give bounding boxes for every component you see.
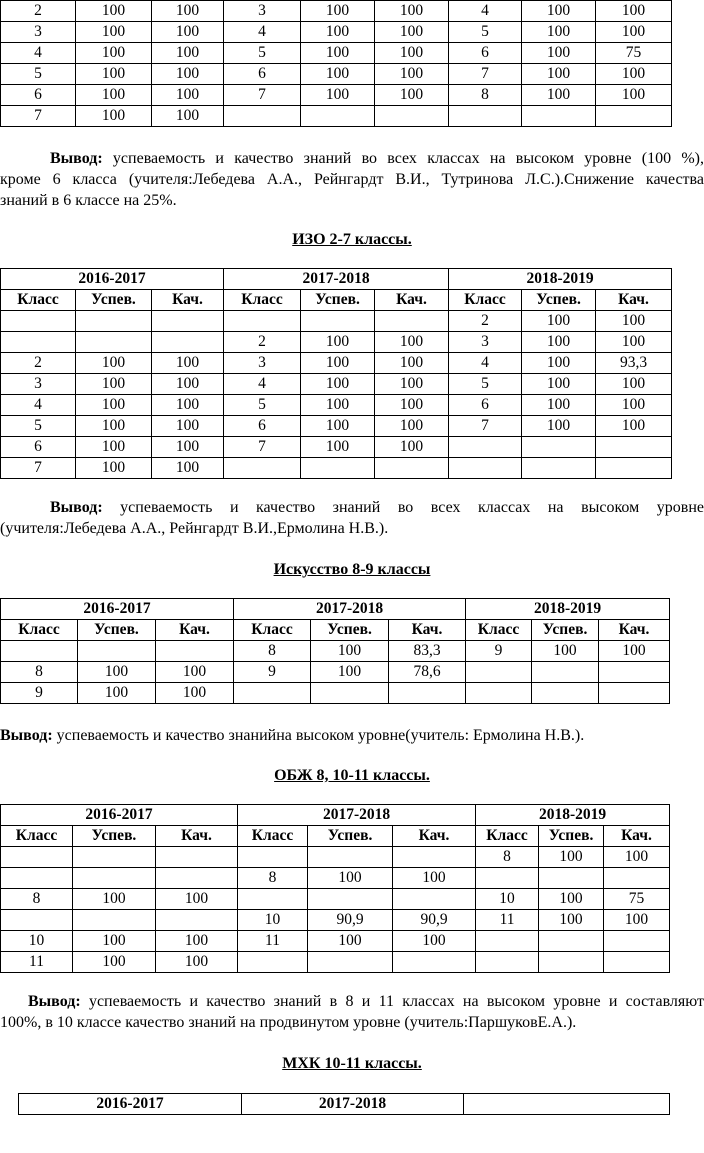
column-header: Кач. bbox=[596, 290, 672, 311]
table-cell: 100 bbox=[156, 931, 238, 952]
table-cell: 90,9 bbox=[308, 910, 393, 931]
table-cell: 75 bbox=[604, 889, 670, 910]
table-cell bbox=[522, 437, 596, 458]
table-cell: 100 bbox=[393, 868, 476, 889]
table-row bbox=[1, 910, 670, 931]
table-cell: 100 bbox=[596, 374, 672, 395]
table-obzh bbox=[0, 804, 670, 973]
column-header: Класс bbox=[466, 620, 532, 641]
table-cell bbox=[156, 847, 238, 868]
table-row bbox=[1, 931, 670, 952]
table-cell bbox=[238, 847, 308, 868]
table-cell: 5 bbox=[224, 395, 301, 416]
table-cell: 7 bbox=[1, 458, 76, 479]
column-header: Кач. bbox=[604, 826, 670, 847]
table-row bbox=[1, 889, 670, 910]
table-row bbox=[1, 22, 672, 43]
table-cell bbox=[1, 641, 78, 662]
table-cell: 3 bbox=[449, 332, 522, 353]
table-cell bbox=[152, 332, 224, 353]
table-cell: 5 bbox=[449, 374, 522, 395]
table-cell: 4 bbox=[224, 374, 301, 395]
table-cell bbox=[308, 952, 393, 973]
conclusion-text: успеваемость и качество знаний во всех классах на высоком уровне bbox=[102, 499, 704, 516]
table-cell: 5 bbox=[1, 64, 76, 85]
table-cell: 100 bbox=[301, 43, 375, 64]
table-cell: 5 bbox=[1, 416, 76, 437]
table-row bbox=[1, 437, 672, 458]
column-header: Успев. bbox=[73, 826, 156, 847]
table-cell bbox=[466, 662, 532, 683]
column-header: Кач. bbox=[389, 620, 466, 641]
table-cell: 7 bbox=[224, 437, 301, 458]
column-header: Кач. bbox=[156, 826, 238, 847]
conclusion-4-line2 bbox=[0, 1012, 576, 1033]
table-row bbox=[1, 641, 670, 662]
year-header: 2017-2018 bbox=[238, 805, 476, 826]
table-cell bbox=[73, 910, 156, 931]
table-row bbox=[1, 353, 672, 374]
table-cell bbox=[532, 683, 599, 704]
table-cell: 78,6 bbox=[389, 662, 466, 683]
table-cell bbox=[375, 458, 449, 479]
table-cell bbox=[522, 458, 596, 479]
section-heading-art: Искусство 8-9 классы bbox=[273, 561, 431, 578]
table-cell bbox=[156, 641, 234, 662]
table-cell: 10 bbox=[1, 931, 73, 952]
table-cell: 100 bbox=[76, 416, 152, 437]
table-cell: 6 bbox=[224, 64, 301, 85]
table-row bbox=[1, 847, 670, 868]
table-cell: 8 bbox=[449, 85, 522, 106]
column-header: Класс bbox=[1, 290, 76, 311]
table-cell: 100 bbox=[301, 1, 375, 22]
conclusion-text: 100%, в 10 классе качество знаний на продвинутом уровне (учитель:ПаршуковЕ.А.). bbox=[0, 1014, 577, 1031]
table-cell: 100 bbox=[522, 43, 596, 64]
column-header: Класс bbox=[476, 826, 539, 847]
table-cell: 9 bbox=[466, 641, 532, 662]
table-cell bbox=[389, 683, 466, 704]
table-cell: 100 bbox=[539, 889, 604, 910]
year-header: 2017-2018 bbox=[234, 599, 466, 620]
table-cell: 100 bbox=[152, 106, 224, 127]
conclusion-label: Вывод: bbox=[50, 499, 103, 516]
table-cell: 3 bbox=[224, 353, 301, 374]
table-cell bbox=[596, 437, 672, 458]
table-cell: 100 bbox=[522, 1, 596, 22]
table-cell bbox=[466, 683, 532, 704]
column-header: Успев. bbox=[311, 620, 389, 641]
table-cell: 100 bbox=[522, 332, 596, 353]
table-cell: 6 bbox=[449, 395, 522, 416]
table-cell: 100 bbox=[539, 847, 604, 868]
table-cell: 11 bbox=[1, 952, 73, 973]
year-header: 2016-2017 bbox=[19, 1094, 242, 1115]
table-cell: 100 bbox=[308, 868, 393, 889]
table-cell: 11 bbox=[238, 931, 308, 952]
table-cell: 2 bbox=[1, 1, 76, 22]
table-cell: 75 bbox=[596, 43, 672, 64]
year-header: 2017-2018 bbox=[224, 269, 449, 290]
table-cell bbox=[224, 106, 301, 127]
table-cell bbox=[301, 106, 375, 127]
table-cell: 100 bbox=[156, 952, 238, 973]
table-cell bbox=[449, 458, 522, 479]
table-cell: 2 bbox=[449, 311, 522, 332]
table-cell: 3 bbox=[224, 1, 301, 22]
table-row bbox=[1, 683, 670, 704]
table-cell bbox=[238, 889, 308, 910]
table-cell: 100 bbox=[76, 64, 152, 85]
table-cell: 100 bbox=[156, 662, 234, 683]
table-cell: 3 bbox=[1, 22, 76, 43]
table-cell: 100 bbox=[375, 416, 449, 437]
table-cell: 100 bbox=[596, 332, 672, 353]
table-cell bbox=[308, 889, 393, 910]
table-cell bbox=[539, 952, 604, 973]
table-cell bbox=[156, 868, 238, 889]
table-cell: 4 bbox=[1, 43, 76, 64]
year-header bbox=[464, 1094, 670, 1115]
table-row bbox=[1, 106, 672, 127]
table-cell bbox=[539, 868, 604, 889]
conclusion-text: успеваемость и качество знаний в 8 и 11 классах на высоком уровне и составляют bbox=[80, 993, 704, 1010]
table-cell: 100 bbox=[522, 64, 596, 85]
table-cell: 100 bbox=[156, 683, 234, 704]
column-header: Класс bbox=[234, 620, 311, 641]
table-cell: 6 bbox=[224, 416, 301, 437]
conclusion-label: Вывод: bbox=[28, 993, 81, 1010]
column-header: Класс bbox=[238, 826, 308, 847]
column-header: Кач. bbox=[152, 290, 224, 311]
table-cell: 11 bbox=[476, 910, 539, 931]
table-cell: 100 bbox=[301, 395, 375, 416]
table-cell: 100 bbox=[604, 847, 670, 868]
table-cell: 100 bbox=[596, 416, 672, 437]
table-cell bbox=[1, 847, 73, 868]
year-header: 2017-2018 bbox=[242, 1094, 464, 1115]
table-cell: 100 bbox=[76, 395, 152, 416]
conclusion-2-line2 bbox=[0, 518, 388, 539]
table-row bbox=[1, 952, 670, 973]
table-cell: 100 bbox=[152, 353, 224, 374]
table-cell: 100 bbox=[152, 374, 224, 395]
table-cell: 100 bbox=[76, 22, 152, 43]
table-row bbox=[1, 374, 672, 395]
table-cell: 90,9 bbox=[393, 910, 476, 931]
conclusion-1-line2 bbox=[0, 169, 704, 190]
table-cell: 100 bbox=[152, 1, 224, 22]
year-header: 2018-2019 bbox=[449, 269, 672, 290]
conclusion-3 bbox=[0, 725, 584, 746]
section-heading-mhk: МХК 10-11 классы. bbox=[282, 1055, 422, 1072]
table-cell bbox=[1, 311, 76, 332]
table-cell: 100 bbox=[375, 85, 449, 106]
column-header: Успев. bbox=[76, 290, 152, 311]
table-cell: 100 bbox=[301, 332, 375, 353]
table-cell bbox=[539, 931, 604, 952]
column-header: Класс bbox=[1, 826, 73, 847]
table-cell: 100 bbox=[599, 641, 670, 662]
table-cell: 100 bbox=[78, 683, 156, 704]
table-cell: 100 bbox=[522, 353, 596, 374]
conclusion-text: кроме 6 класса (учителя:Лебедева А.А., Рейнгардт В.И., Тутринова Л.С.).Снижение качества bbox=[0, 171, 704, 188]
table-row bbox=[1, 868, 670, 889]
table-cell bbox=[604, 952, 670, 973]
table-cell: 100 bbox=[532, 641, 599, 662]
column-header: Успев. bbox=[308, 826, 393, 847]
table-cell bbox=[311, 683, 389, 704]
table-cell: 8 bbox=[234, 641, 311, 662]
table-cell: 100 bbox=[76, 437, 152, 458]
table-cell: 100 bbox=[308, 931, 393, 952]
table-cell bbox=[238, 952, 308, 973]
table-cell: 100 bbox=[152, 437, 224, 458]
column-header: Успев. bbox=[78, 620, 156, 641]
conclusion-label: Вывод: bbox=[0, 727, 53, 744]
table-cell bbox=[532, 662, 599, 683]
table-cell bbox=[73, 868, 156, 889]
conclusion-1 bbox=[50, 148, 704, 169]
column-header: Класс bbox=[224, 290, 301, 311]
table-cell: 100 bbox=[375, 332, 449, 353]
table-cell bbox=[308, 847, 393, 868]
table-cell: 100 bbox=[375, 374, 449, 395]
table-cell: 100 bbox=[301, 22, 375, 43]
table-cell bbox=[76, 311, 152, 332]
table-cell bbox=[156, 910, 238, 931]
table-cell bbox=[224, 458, 301, 479]
table-cell bbox=[301, 311, 375, 332]
table-cell: 93,3 bbox=[596, 353, 672, 374]
column-header: Кач. bbox=[375, 290, 449, 311]
table-cell: 7 bbox=[1, 106, 76, 127]
table-cell: 100 bbox=[73, 931, 156, 952]
table-cell: 100 bbox=[76, 85, 152, 106]
conclusion-text: успеваемость и качество знаний во всех классах на высоком уровне (100 %), bbox=[102, 150, 704, 167]
table-cell bbox=[301, 458, 375, 479]
table-cell: 3 bbox=[1, 374, 76, 395]
table-cell: 100 bbox=[76, 374, 152, 395]
table-cell: 100 bbox=[375, 22, 449, 43]
table-cell bbox=[476, 868, 539, 889]
conclusion-label: Вывод: bbox=[50, 150, 103, 167]
year-header: 2018-2019 bbox=[476, 805, 670, 826]
table-cell bbox=[604, 931, 670, 952]
table-cell bbox=[599, 662, 670, 683]
table-cell: 4 bbox=[1, 395, 76, 416]
table-cell: 100 bbox=[76, 353, 152, 374]
table-cell bbox=[78, 641, 156, 662]
conclusion-text: (учителя:Лебедева А.А., Рейнгардт В.И.,Ермолина Н.В.). bbox=[0, 520, 389, 537]
conclusion-4 bbox=[28, 991, 704, 1012]
table-cell: 8 bbox=[1, 889, 73, 910]
table-cell: 8 bbox=[238, 868, 308, 889]
column-header: Успев. bbox=[539, 826, 604, 847]
table-cell: 83,3 bbox=[389, 641, 466, 662]
table-cell bbox=[73, 847, 156, 868]
table-cell bbox=[375, 311, 449, 332]
table-cell: 100 bbox=[375, 437, 449, 458]
table-cell: 100 bbox=[152, 85, 224, 106]
table-cell: 100 bbox=[375, 395, 449, 416]
table-row bbox=[1, 43, 672, 64]
table-cell: 100 bbox=[76, 106, 152, 127]
table-cell: 100 bbox=[152, 395, 224, 416]
table-cell bbox=[599, 683, 670, 704]
year-header: 2016-2017 bbox=[1, 805, 238, 826]
table-row bbox=[1, 395, 672, 416]
table-cell: 100 bbox=[375, 64, 449, 85]
conclusion-text: знаний в 6 классе на 25%. bbox=[0, 192, 177, 209]
table-cell: 8 bbox=[1, 662, 78, 683]
section-heading-izo: ИЗО 2-7 классы. bbox=[292, 231, 412, 248]
table-cell: 100 bbox=[73, 889, 156, 910]
table-cell: 100 bbox=[301, 64, 375, 85]
table-cell: 4 bbox=[224, 22, 301, 43]
table-cell: 10 bbox=[476, 889, 539, 910]
table-cell: 9 bbox=[1, 683, 78, 704]
column-header: Кач. bbox=[599, 620, 670, 641]
column-header: Кач. bbox=[156, 620, 234, 641]
table-cell: 100 bbox=[596, 22, 672, 43]
table-cell bbox=[449, 437, 522, 458]
table-cell: 100 bbox=[152, 22, 224, 43]
year-header: 2016-2017 bbox=[1, 269, 224, 290]
table-cell bbox=[604, 868, 670, 889]
table-cell: 4 bbox=[449, 1, 522, 22]
table-cell bbox=[522, 106, 596, 127]
table-cell bbox=[234, 683, 311, 704]
table-cell: 100 bbox=[156, 889, 238, 910]
table-cell: 100 bbox=[76, 43, 152, 64]
table-row bbox=[1, 416, 672, 437]
table-cell: 9 bbox=[234, 662, 311, 683]
table-row bbox=[1, 64, 672, 85]
table-cell: 100 bbox=[78, 662, 156, 683]
table-cell: 100 bbox=[76, 458, 152, 479]
column-header: Кач. bbox=[393, 826, 476, 847]
table-cell: 100 bbox=[152, 458, 224, 479]
table-cell: 100 bbox=[301, 85, 375, 106]
table-art bbox=[0, 598, 670, 704]
table-cell: 100 bbox=[152, 43, 224, 64]
table-cell: 4 bbox=[449, 353, 522, 374]
table-cell: 100 bbox=[522, 22, 596, 43]
table-cell: 100 bbox=[596, 395, 672, 416]
year-header: 2018-2019 bbox=[466, 599, 670, 620]
conclusion-2 bbox=[50, 497, 704, 518]
table-cell: 100 bbox=[596, 85, 672, 106]
table-cell: 100 bbox=[393, 931, 476, 952]
table-cell: 100 bbox=[375, 1, 449, 22]
conclusion-text: успеваемость и качество знанийна высоком уровне(учитель: Ермолина Н.В.). bbox=[52, 727, 585, 744]
column-header: Успев. bbox=[301, 290, 375, 311]
table-cell: 100 bbox=[301, 353, 375, 374]
table-row bbox=[1, 662, 670, 683]
table-cell: 100 bbox=[73, 952, 156, 973]
table-cell: 5 bbox=[224, 43, 301, 64]
table-cell bbox=[152, 311, 224, 332]
table-cell: 100 bbox=[604, 910, 670, 931]
column-header: Класс bbox=[449, 290, 522, 311]
table-cell: 100 bbox=[301, 416, 375, 437]
table-cell bbox=[476, 931, 539, 952]
table-cell: 2 bbox=[224, 332, 301, 353]
table-cell: 100 bbox=[596, 311, 672, 332]
table-cell bbox=[1, 910, 73, 931]
table-cell: 2 bbox=[1, 353, 76, 374]
table-cell: 100 bbox=[76, 1, 152, 22]
table-cell: 100 bbox=[311, 641, 389, 662]
table-cell bbox=[449, 106, 522, 127]
table-cell: 6 bbox=[449, 43, 522, 64]
table-cell: 100 bbox=[596, 1, 672, 22]
table-cell bbox=[224, 311, 301, 332]
table-top bbox=[0, 0, 672, 127]
table-cell: 100 bbox=[522, 311, 596, 332]
table-cell: 5 bbox=[449, 22, 522, 43]
table-cell: 100 bbox=[301, 374, 375, 395]
table-cell bbox=[375, 106, 449, 127]
table-cell: 100 bbox=[522, 395, 596, 416]
table-cell: 100 bbox=[522, 416, 596, 437]
table-cell: 8 bbox=[476, 847, 539, 868]
table-cell bbox=[596, 458, 672, 479]
table-cell bbox=[476, 952, 539, 973]
table-cell: 100 bbox=[152, 416, 224, 437]
table-cell: 100 bbox=[522, 374, 596, 395]
column-header: Успев. bbox=[532, 620, 599, 641]
table-cell bbox=[596, 106, 672, 127]
table-cell: 100 bbox=[375, 353, 449, 374]
table-cell bbox=[76, 332, 152, 353]
column-header: Успев. bbox=[522, 290, 596, 311]
conclusion-1-line3 bbox=[0, 190, 177, 211]
table-cell bbox=[393, 847, 476, 868]
table-cell: 6 bbox=[1, 85, 76, 106]
table-cell: 7 bbox=[449, 416, 522, 437]
table-cell bbox=[393, 952, 476, 973]
table-cell: 100 bbox=[522, 85, 596, 106]
column-header: Класс bbox=[1, 620, 78, 641]
table-izo bbox=[0, 268, 672, 479]
table-cell: 100 bbox=[375, 43, 449, 64]
table-row bbox=[1, 85, 672, 106]
table-cell: 100 bbox=[311, 662, 389, 683]
section-heading-obzh: ОБЖ 8, 10-11 классы. bbox=[274, 767, 430, 784]
table-row bbox=[1, 458, 672, 479]
table-cell: 6 bbox=[1, 437, 76, 458]
table-cell bbox=[1, 868, 73, 889]
table-row bbox=[1, 332, 672, 353]
table-row bbox=[1, 1, 672, 22]
table-cell: 7 bbox=[224, 85, 301, 106]
year-header: 2016-2017 bbox=[1, 599, 234, 620]
table-cell: 100 bbox=[539, 910, 604, 931]
table-cell: 7 bbox=[449, 64, 522, 85]
table-cell: 100 bbox=[596, 64, 672, 85]
table-cell bbox=[393, 889, 476, 910]
table-cell: 100 bbox=[152, 64, 224, 85]
table-cell: 100 bbox=[301, 437, 375, 458]
table-cell: 10 bbox=[238, 910, 308, 931]
table-cell bbox=[1, 332, 76, 353]
table-mhk bbox=[18, 1093, 670, 1115]
table-row bbox=[1, 311, 672, 332]
